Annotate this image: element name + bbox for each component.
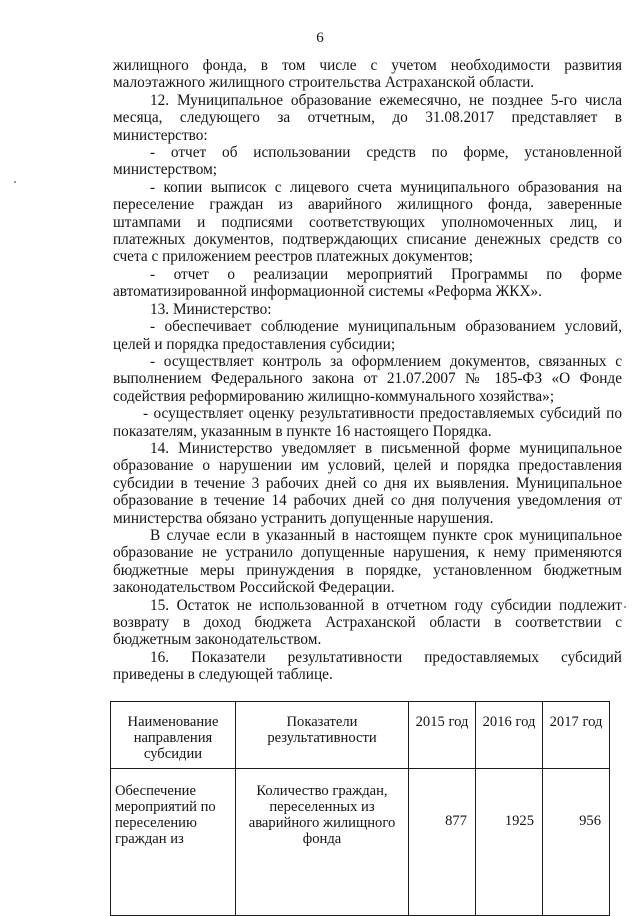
header-2016: 2016 год: [476, 702, 543, 769]
header-2017: 2017 год: [543, 702, 610, 769]
list-item-program-report: - отчет о реализации мероприятий Программы по форме автоматизированной информационной системы «Реформа ЖКХ».: [113, 265, 622, 301]
scan-speck: [14, 181, 16, 183]
list-item-assesses-results: - осуществляет оценку результативности предоставляемых субсидий по показателям, указанным в пункте 16 настоящего Порядка.: [113, 405, 622, 440]
header-2015: 2015 год: [409, 702, 476, 769]
cell-indicator: Количество граждан, переселенных из аварийного жилищного фонда: [236, 769, 409, 916]
table-row: [111, 769, 610, 916]
paragraph-item-12: 12. Муниципальное образование ежемесячно, не позднее 5-го числа месяца, следующего за отчетным, до 31.08.2017 представляет в министерство:: [113, 91, 622, 144]
page-number: 6: [316, 30, 324, 46]
list-item-account-statements: - копии выписок с лицевого счета муниципального образования на переселение граждан из аварийного жилищного фонда, заверенные штампами и подписями соответствующих уполномоченных лиц, и платежных документов, подтверждающих списание денежных средств со счета с приложением реестров платежных документов;: [113, 178, 622, 266]
header-direction: Наименование направления субсидии: [111, 702, 236, 769]
paragraph-item-16: 16. Показатели результативности предоставляемых субсидий приведены в следующей таблице.: [113, 648, 622, 684]
table-header-row: [111, 702, 610, 769]
list-item-report-usage: - отчет об использовании средств по форме, установленной министерством;: [113, 144, 622, 179]
paragraph-item-15: 15. Остаток не использованной в отчетном году субсидии подлежит возврату в доход бюджета Астраханской области в соответствии с бюджетным законодательством.: [113, 596, 622, 649]
list-item-ensures-compliance: - обеспечивает соблюдение муниципальным образованием условий, целей и порядка предоставления субсидии;: [113, 318, 622, 353]
paragraph-item-14: 14. Министерство уведомляет в письменной форме муниципальное образование о нарушении им условий, целей и порядка предоставления субсидии в течение 3 рабочих дней со дня их выявления. Муниципальное образование в течение 14 рабочих дней со дня получения уведомления от министерства обязано устранить допущенные нарушения.: [113, 439, 622, 527]
scan-speck: [624, 606, 626, 608]
list-item-controls-documents: - осуществляет контроль за оформлением документов, связанных с выполнением Федерального закона от 21.07.2007 № 185-ФЗ «О Фонде содействия реформированию жилищно-коммунального хозяйства»;: [113, 352, 622, 405]
cell-2017: 956: [543, 769, 610, 916]
paragraph-budget-measures: В случае если в указанный в настоящем пункте срок муниципальное образование не устранило допущенные нарушения, к нему применяются бюджетные меры принуждения в порядке, установленном бюджетным законодательством Российской Федерации.: [113, 526, 622, 597]
paragraph-item-13: 13. Министерство:: [150, 300, 272, 318]
header-indicators: Показатели результативности: [236, 702, 409, 769]
indicators-table: [110, 701, 610, 916]
paragraph-continuation: жилищного фонда, в том числе с учетом необходимости развития малоэтажного жилищного строительства Астраханской области.: [113, 57, 622, 92]
cell-2015: 877: [409, 769, 476, 916]
cell-direction: Обеспечение мероприятий по переселению граждан из: [111, 769, 236, 916]
document-body: [113, 57, 622, 684]
cell-2016: 1925: [476, 769, 543, 916]
